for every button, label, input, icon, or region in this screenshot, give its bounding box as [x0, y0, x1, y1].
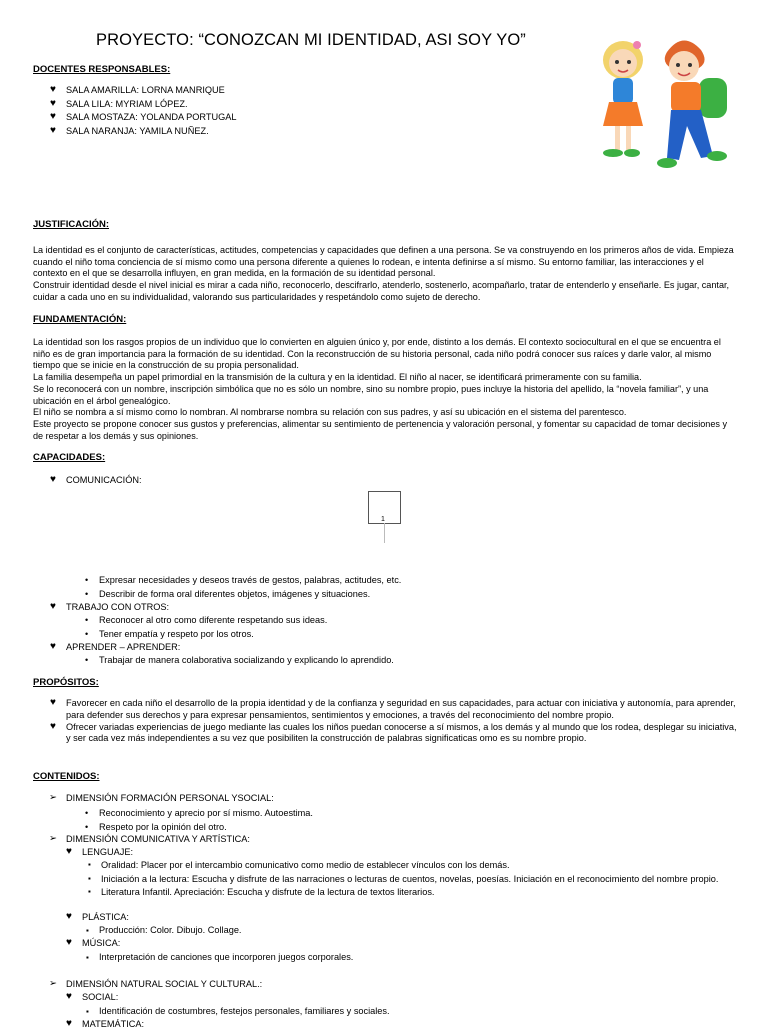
paragraph: La identidad son los rasgos propios de un individuo que lo convierten en alguien único y, por ende, distinto a los demás. El contexto sociocultural en el que se encuentra el niño es de gran importancia para la formación de su identidad. Con la reconstrucción de su historia personal, cada niño podrá conocer sus raíces y darle valor, al mismo tiempo que se inicie en la construcción de su propia personalidad. [33, 337, 721, 371]
social-items [99, 1005, 390, 1019]
area-lenguaje: ♥ LENGUAJE: [82, 846, 133, 860]
proposito-item: ♥ Ofrecer variadas experiencias de juego mediante las cuales los niños puedan conocerse a sí mismos, a los demás y al mundo que los rodea, desplegar su iniciativa, y ser cada vez más independientes a su vez que posibiliten la construcción de palabras significaticas omo es su nombre propio. [66, 722, 738, 746]
dimension-1 [66, 792, 274, 806]
paragraph: La familia desempeña un papel primordial en la transmisión de la cultura y en la identidad. El niño al nacer, se identificará primeramente con su familia. [33, 372, 642, 383]
musica-list [82, 937, 120, 951]
social-list [82, 991, 118, 1005]
musica-items [99, 951, 353, 965]
capacity-comunicacion: ♥ COMUNICACIÓN: [66, 474, 142, 488]
list-item: • Describir de forma oral diferentes objetos, imágenes y situaciones. [99, 588, 401, 602]
paragraph: Construir identidad desde el nivel inicial es mirar a cada niño, reconocerlo, descifrarlo, atenderlo, sostenerlo, acompañarlo, tratar de entenderlo y enseñarle. Es jugar, cantar, cuidar a cada uno en su individualidad, valorando sus particularidades y respetándolo como sujeto de derecho. [33, 280, 730, 302]
lenguaje-items [101, 859, 737, 899]
aprender-items [99, 654, 394, 668]
capacity-aprender: ♥ APRENDER – APRENDER: [66, 641, 180, 655]
area-musica: ♥ MÚSICA: [82, 937, 120, 951]
aprender-list [66, 641, 180, 655]
lenguaje-list [82, 846, 133, 860]
capacidades-list [66, 474, 142, 488]
list-item: • Expresar necesidades y deseos través de gestos, palabras, actitudes, etc. [99, 574, 401, 588]
list-item: • Reconocer al otro como diferente respetando sus ideas. [99, 614, 327, 628]
fundamentacion-text [33, 337, 739, 442]
dimension-1-items [99, 806, 313, 834]
project-title: PROYECTO: “CONOZCAN MI IDENTIDAD, ASI SOY YO” [96, 31, 526, 49]
plastica-list [82, 911, 129, 925]
list-item: • Trabajar de manera colaborativa socializando y explicando lo aprendido. [99, 654, 394, 668]
list-item: • Reconocimiento y aprecio por sí mismo. Autoestima. [99, 806, 313, 820]
teacher-item: ♥ SALA MOSTAZA: YOLANDA PORTUGAL [66, 111, 237, 125]
teacher-item: ♥ SALA NARANJA: YAMILA NUÑEZ. [66, 125, 237, 139]
list-item: ▪ Interpretación de canciones que incorporen juegos corporales. [99, 951, 353, 965]
paragraph: Se lo reconocerá con un nombre, inscripción simbólica que no es sólo un nombre, sino su nombre propio, pues incluye la historia del apellido, la “novela familiar”, y una ubicación en el árbol genealógico. [33, 383, 709, 406]
capacidades-heading: CAPACIDADES: [33, 452, 106, 463]
teachers-list [66, 84, 237, 138]
list-item: ▪ Oralidad: Placer por el intercambio comunicativo como medio de establecer vínculos con los demás. [101, 859, 737, 872]
capacity-trabajo: ♥ TRABAJO CON OTROS: [66, 601, 169, 615]
fundamentacion-heading: FUNDAMENTACIÓN: [33, 314, 127, 325]
justificacion-text [33, 245, 739, 304]
children-illustration [587, 32, 739, 178]
dimension-3 [66, 978, 262, 992]
paragraph: Este proyecto se propone conocer sus gustos y preferencias, alimentar su sentimiento de pertenencia y valoración personal, y fomentar su capacidad de tomar decisiones y de respetar a los demás y sus opiniones. [33, 418, 728, 441]
matematica-list [82, 1018, 144, 1032]
justificacion-heading: JUSTIFICACIÓN: [33, 219, 109, 230]
plastica-items [99, 924, 241, 938]
paragraph: La identidad es el conjunto de características, actitudes, competencias y capacidades que definen a una persona. Se va construyendo en los primeros años de vida. Empieza cuando el niño toma conciencia de sí mismo como una persona diferente a quienes lo rodean, e intenta definirse a sí mismo. Su entorno familiar, las interacciones y el contexto en el que se desarrolla influyen, en gran medida, en la formación de su identidad personal. [33, 245, 734, 279]
area-social: ♥ SOCIAL: [82, 991, 118, 1005]
box-number: 1 [381, 516, 385, 523]
trabajo-list [66, 601, 169, 615]
list-item: • Respeto por la opinión del otro. [99, 820, 313, 834]
area-matematica: ♥ MATEMÁTICA: [82, 1018, 144, 1032]
dimension-title: ➢ DIMENSIÓN COMUNICATIVA Y ARTÍSTICA: [66, 833, 250, 847]
propositos-list [66, 698, 738, 745]
propositos-heading: PROPÓSITOS: [33, 677, 99, 688]
paragraph: El niño se nombra a sí mismo como lo nombran. Al nombrarse nombra su relación con sus padres, y así su ubicación en el sistema del parentesco. [33, 407, 627, 418]
dimension-title: ➢ DIMENSIÓN FORMACIÓN PERSONAL YSOCIAL: [66, 792, 274, 806]
list-item: ▪ Identificación de costumbres, festejos personales, familiares y sociales. [99, 1005, 390, 1019]
comunicacion-items [99, 574, 401, 601]
trabajo-items [99, 614, 327, 641]
dimension-title: ➢ DIMENSIÓN NATURAL SOCIAL Y CULTURAL.: [66, 978, 262, 992]
list-item: • Tener empatía y respeto por los otros. [99, 628, 327, 642]
teachers-heading: DOCENTES RESPONSABLES: [33, 64, 171, 75]
contenidos-heading: CONTENIDOS: [33, 771, 100, 782]
list-item: ▪ Producción: Color. Dibujo. Collage. [99, 924, 241, 938]
dimension-2 [66, 833, 250, 847]
proposito-item: ♥ Favorecer en cada niño el desarrollo de la propia identidad y de la confianza y seguridad en sus capacidades, para actuar con iniciativa y autonomía, para aprender, para defender sus derechos y para expresar pensamientos, sentimientos y emociones, a través del reconocimiento del nombre propio. [66, 698, 738, 722]
list-item: ▪ Literatura Infantil. Apreciación: Escucha y disfrute de la lectura de textos literarios. [101, 886, 737, 899]
divider [384, 523, 385, 543]
teacher-item: ♥ SALA LILA: MYRIAM LÓPEZ. [66, 98, 237, 112]
list-item: ▪ Iniciación a la lectura: Escucha y disfrute de las narraciones o lecturas de cuentos, novelas, poesías. Iniciación en el reconocimiento del nombre propio. [101, 873, 737, 886]
teacher-item: ♥ SALA AMARILLA: LORNA MANRIQUE [66, 84, 237, 98]
area-plastica: ♥ PLÁSTICA: [82, 911, 129, 925]
